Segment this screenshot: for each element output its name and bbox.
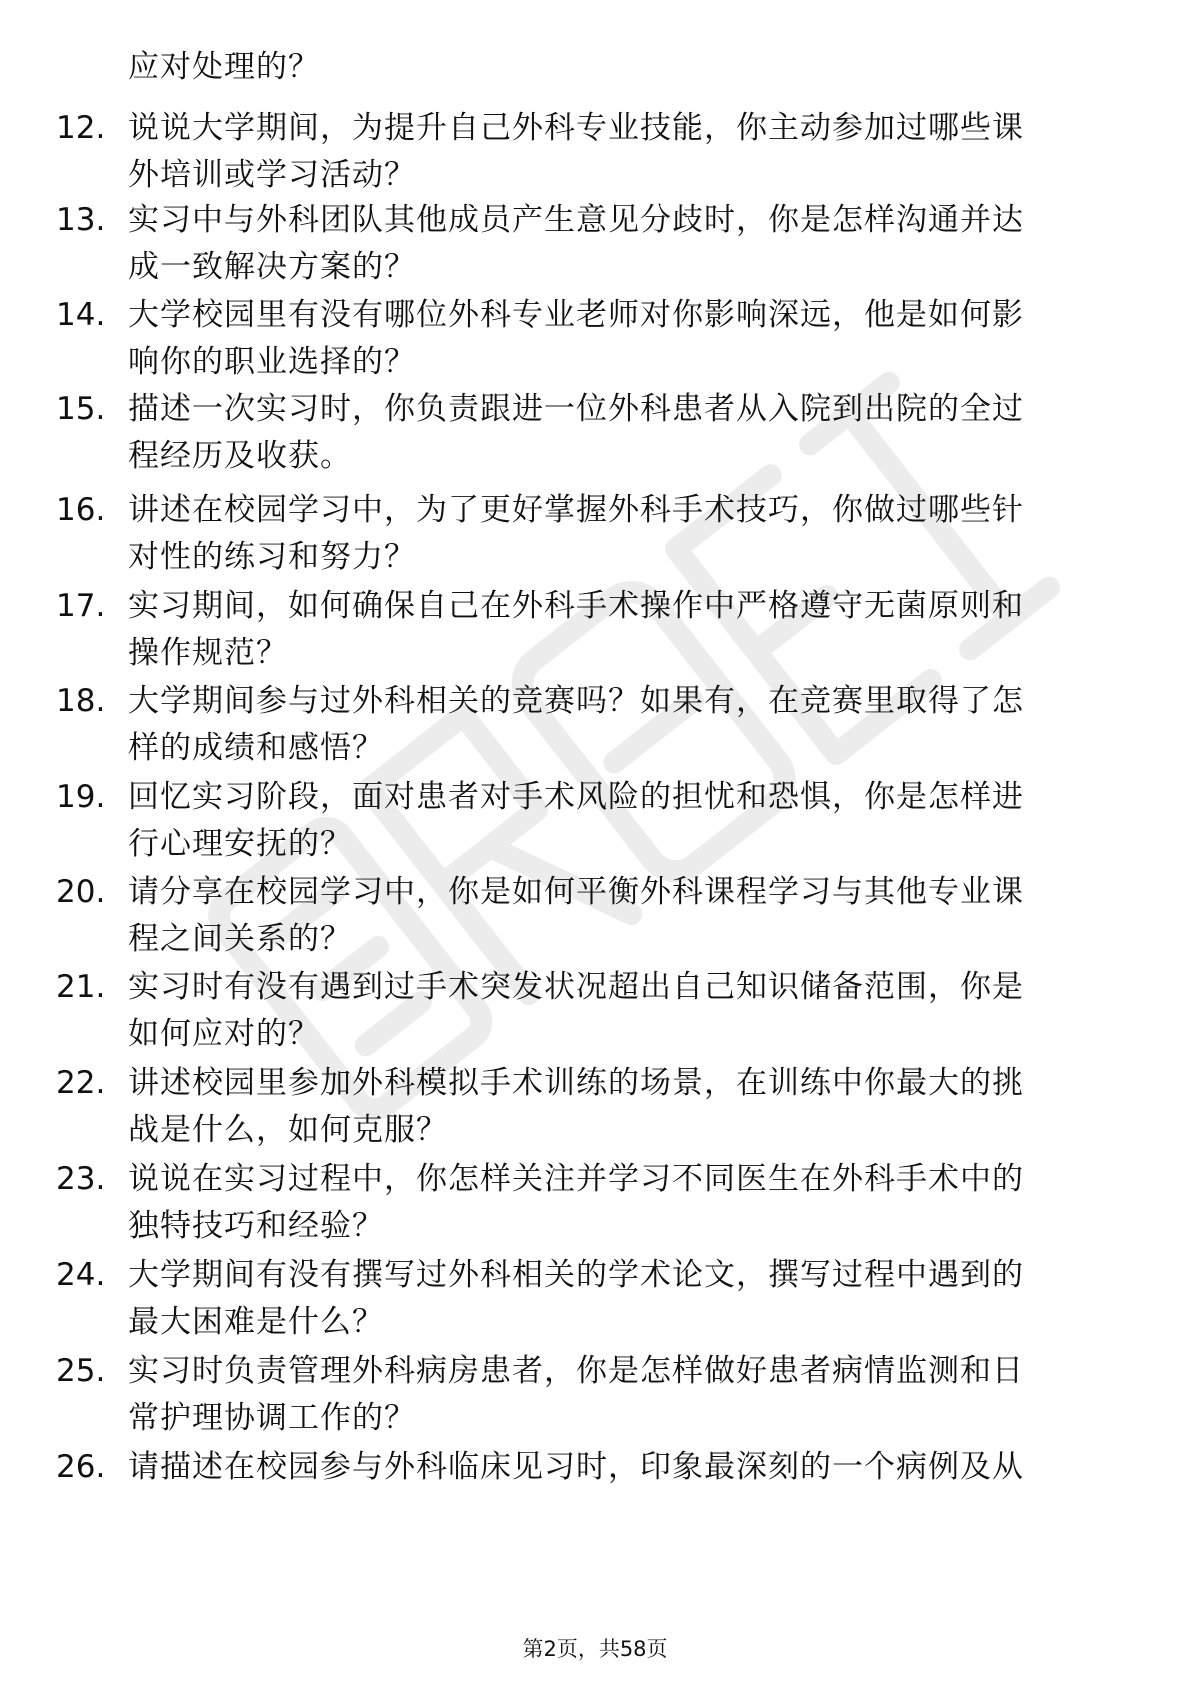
question-number: 22. [56,1065,106,1101]
question-line: 实习时负责管理外科病房患者，你是怎样做好患者病情监测和日 [128,1353,1024,1389]
question-line: 样的成绩和感悟？ [128,730,384,766]
question-line: 实习中与外科团队其他成员产生意见分歧时，你是怎样沟通并达 [128,202,1024,238]
question-line: 常护理协调工作的？ [128,1400,416,1436]
question-line: 实习期间，如何确保自己在外科手术操作中严格遵守无菌原则和 [128,588,1024,624]
question-text [128,589,1128,683]
question-line: 对性的练习和努力？ [128,539,416,575]
question-text [128,780,1128,874]
question-line: 大学期间有没有撰写过外科相关的学术论文，撰写过程中遇到的 [128,1257,1024,1293]
question-item [0,589,1190,679]
question-number: 15. [56,391,106,427]
question-number: 23. [56,1161,106,1197]
question-text [128,392,1128,486]
question-number: 21. [56,969,106,1005]
question-item [0,203,1190,293]
question-line: 操作规范？ [128,635,288,671]
question-text [128,1066,1128,1160]
question-text [128,298,1128,392]
question-item [0,1258,1190,1348]
question-item [0,493,1190,583]
question-text [128,1450,1128,1497]
question-item [0,1354,1190,1444]
question-line: 讲述在校园学习中，为了更好掌握外科手术技巧，你做过哪些针 [128,492,1024,528]
question-text [128,684,1128,778]
question-number: 14. [56,297,106,333]
question-text [128,1354,1128,1448]
question-text [128,111,1128,205]
question-line: 回忆实习阶段，面对患者对手术风险的担忧和恐惧，你是怎样进 [128,779,1024,815]
question-text [128,1258,1128,1352]
question-item [0,684,1190,774]
question-number: 19. [56,779,106,815]
page-number-footer: 第2页，共58页 [522,1637,668,1661]
question-number: 16. [56,492,106,528]
question-number: 17. [56,588,106,624]
question-item [0,1066,1190,1156]
question-item [0,780,1190,870]
question-line: 行心理安抚的？ [128,826,352,862]
question-line: 程经历及收获。 [128,438,352,474]
question-line: 成一致解决方案的？ [128,249,416,285]
question-number: 18. [56,683,106,719]
question-text [128,875,1128,969]
question-text [128,970,1128,1064]
question-item [0,111,1190,201]
question-number: 13. [56,202,106,238]
question-line: 描述一次实习时，你负责跟进一位外科患者从入院到出院的全过 [128,391,1024,427]
question-line: 说说大学期间，为提升自己外科专业技能，你主动参加过哪些课 [128,110,1024,146]
question-item [0,1162,1190,1252]
question-item [0,875,1190,965]
question-item [0,970,1190,1060]
question-line: 响你的职业选择的？ [128,344,416,380]
question-line: 如何应对的？ [128,1016,320,1052]
question-line: 讲述校园里参加外科模拟手术训练的场景，在训练中你最大的挑 [128,1065,1024,1101]
question-line: 程之间关系的？ [128,921,352,957]
question-number: 12. [56,110,106,146]
question-line: 说说在实习过程中，你怎样关注并学习不同医生在外科手术中的 [128,1161,1024,1197]
question-item [0,298,1190,388]
continued-question-text: 应对处理的？ [128,49,320,85]
question-text [128,493,1128,587]
question-text [128,1162,1128,1256]
question-line: 请分享在校园学习中，你是如何平衡外科课程学习与其他专业课 [128,874,1024,910]
question-item [0,392,1190,482]
question-line: 实习时有没有遇到过手术突发状况超出自己知识储备范围，你是 [128,969,1024,1005]
question-number: 26. [56,1449,106,1485]
question-line: 请描述在校园参与外科临床见习时，印象最深刻的一个病例及从 [128,1449,1024,1485]
question-line: 大学期间参与过外科相关的竞赛吗？如果有，在竞赛里取得了怎 [128,683,1024,719]
question-number: 25. [56,1353,106,1389]
question-line: 外培训或学习活动？ [128,157,416,193]
question-line: 独特技巧和经验？ [128,1208,384,1244]
question-number: 24. [56,1257,106,1293]
question-line: 战是什么，如何克服？ [128,1112,448,1148]
question-text [128,203,1128,297]
question-line: 最大困难是什么？ [128,1304,384,1340]
question-number: 20. [56,874,106,910]
question-line: 大学校园里有没有哪位外科专业老师对你影响深远，他是如何影 [128,297,1024,333]
question-item [0,1450,1190,1540]
